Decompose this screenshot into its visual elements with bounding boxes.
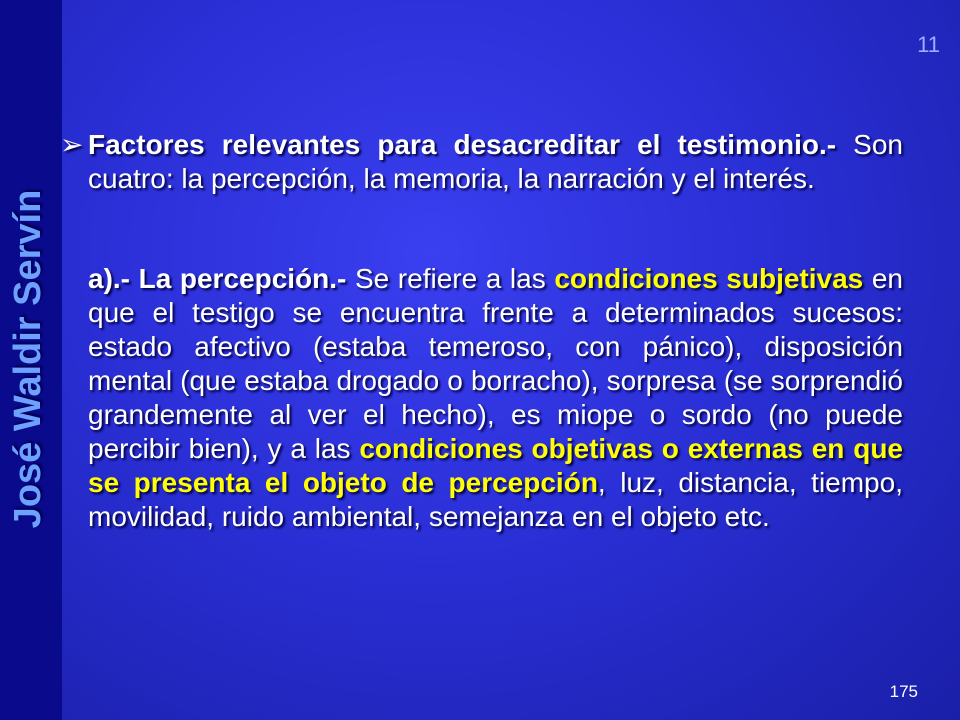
slide-number: 11 [917,32,940,57]
bullet-text: Son cuatro: la percepción, la memoria, la narración y el interés. [88,129,903,194]
percepcion-heading: a).- La percepción.- [88,263,347,294]
bullet-factores [58,128,903,196]
slide-content [58,128,903,534]
percepcion-text-c: , luz, distancia, tiempo, movilidad, ruido ambiental, semejanza en el objeto etc. [88,467,903,532]
author-name: José Waldir Servín [7,189,49,529]
paragraph-percepcion [58,262,903,534]
highlight-subjetivas: condiciones subjetivas [554,263,864,294]
arrow-bullet-icon: ➢ [60,129,84,160]
page-number: 175 [889,682,918,701]
bullet-heading: Factores relevantes para desacreditar el testimonio.- [88,129,837,160]
percepcion-text-b: en que el testigo se encuentra frente a determinados sucesos: estado afectivo (estaba temeroso, con pánico), disposición mental (que estaba drogado o borracho), sorpresa (se sorprendió grandemente al ver el hecho), es miope o sordo (no puede percibir bien), y a las [88,263,903,464]
percepcion-text-a: Se refiere a las [346,263,555,294]
highlight-objetivas: condiciones objetivas o externas en que se presenta el objeto de percepción [88,433,903,498]
